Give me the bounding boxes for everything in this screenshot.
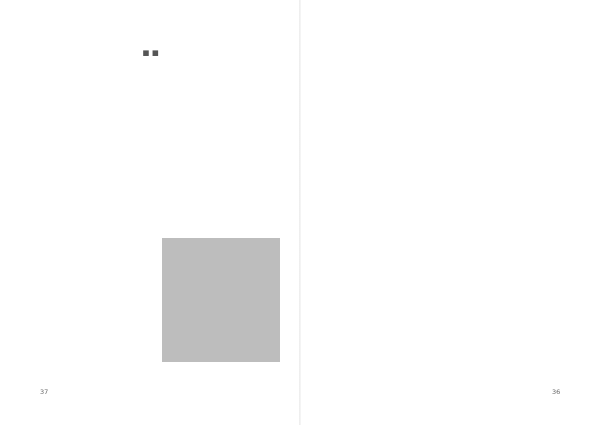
square-bullet-icon: ■: [151, 48, 160, 58]
left-bullet-list: [136, 48, 160, 248]
bullet-item: [151, 48, 160, 248]
square-bullet-icon: ■: [141, 48, 151, 58]
page-number: 36: [552, 388, 561, 396]
bullet-item: [141, 48, 150, 248]
pull-quote-box: [162, 238, 280, 362]
left-body-bottom: [10, 252, 150, 364]
left-body-lower: [18, 28, 134, 248]
section-heading: [563, 26, 581, 166]
page-number: 37: [40, 388, 49, 396]
right-body: [319, 28, 557, 358]
left-page: [0, 0, 299, 425]
right-page: [301, 0, 600, 425]
